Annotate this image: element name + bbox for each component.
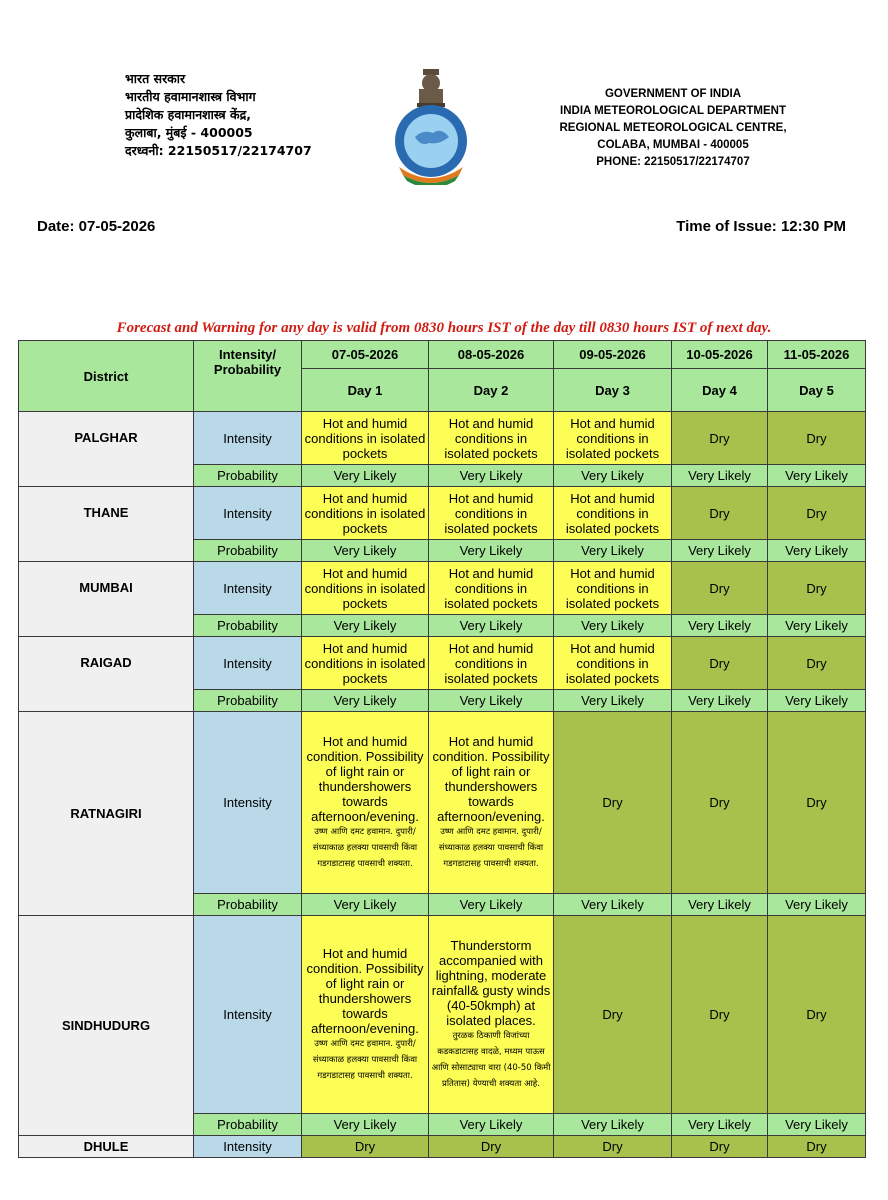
probability-label: Probability	[194, 465, 302, 487]
header-hindi-block	[125, 70, 365, 160]
district-name: DHULE	[19, 1136, 194, 1158]
forecast-cell	[302, 712, 429, 894]
probability-cell: Very Likely	[672, 894, 768, 916]
forecast-cell: Hot and humid conditions in isolated pockets	[429, 637, 554, 690]
forecast-cell: Dry	[302, 1136, 429, 1158]
probability-cell: Very Likely	[768, 540, 866, 562]
intensity-label: Intensity	[194, 1136, 302, 1158]
forecast-cell: Dry	[768, 487, 866, 540]
forecast-cell: Hot and humid conditions in isolated pockets	[302, 562, 429, 615]
table-row	[19, 712, 866, 894]
col-header-day: Day 2	[429, 369, 554, 412]
probability-cell: Very Likely	[554, 894, 672, 916]
probability-cell: Very Likely	[429, 540, 554, 562]
probability-cell: Very Likely	[554, 690, 672, 712]
probability-label: Probability	[194, 690, 302, 712]
intensity-label: Intensity	[194, 637, 302, 690]
forecast-cell: Dry	[429, 1136, 554, 1158]
probability-cell: Very Likely	[429, 465, 554, 487]
forecast-cell: Hot and humid conditions in isolated pockets	[554, 412, 672, 465]
table-row	[19, 1136, 866, 1158]
probability-cell: Very Likely	[672, 465, 768, 487]
header-english-block	[553, 86, 793, 171]
probability-cell: Very Likely	[768, 1114, 866, 1136]
probability-cell: Very Likely	[672, 690, 768, 712]
col-header-day: Day 5	[768, 369, 866, 412]
probability-label: Probability	[194, 894, 302, 916]
probability-label: Probability	[194, 540, 302, 562]
forecast-cell: Dry	[672, 1136, 768, 1158]
forecast-cell: Dry	[672, 487, 768, 540]
forecast-text-mr: उष्ण आणि दमट हवामान. दुपारी/संध्याकाळ हलक्या पावसाची किंवा गडगडाटासह पावसाची शक्यता.	[312, 1038, 418, 1081]
english-line: GOVERNMENT OF INDIA	[604, 88, 742, 100]
table-row	[19, 412, 866, 465]
forecast-cell: Hot and humid conditions in isolated pockets	[302, 637, 429, 690]
intensity-label: Intensity	[194, 412, 302, 465]
table-row	[19, 562, 866, 615]
intensity-label: Intensity	[194, 712, 302, 894]
forecast-cell: Dry	[768, 712, 866, 894]
time-of-issue: Time of Issue: 12:30 PM	[676, 218, 846, 235]
forecast-text-en: Hot and humid condition. Possibility of light rain or thundershowers towards afternoon/evening.	[432, 733, 550, 824]
probability-cell: Very Likely	[429, 894, 554, 916]
english-line: COLABA, MUMBAI - 400005	[597, 139, 749, 151]
forecast-cell: Hot and humid conditions in isolated pockets	[429, 487, 554, 540]
forecast-cell: Dry	[768, 637, 866, 690]
forecast-cell: Dry	[672, 637, 768, 690]
forecast-cell	[302, 916, 429, 1114]
forecast-text-en: Hot and humid condition. Possibility of light rain or thundershowers towards afternoon/evening.	[306, 733, 424, 824]
forecast-cell: Hot and humid conditions in isolated pockets	[429, 412, 554, 465]
forecast-cell: Dry	[672, 562, 768, 615]
forecast-cell: Dry	[554, 712, 672, 894]
table-row	[19, 637, 866, 690]
hindi-line: भारतीय हवामानशास्त्र विभाग	[125, 89, 256, 104]
col-header-day: Day 1	[302, 369, 429, 412]
table-row	[19, 916, 866, 1114]
forecast-cell: Hot and humid conditions in isolated pockets	[554, 637, 672, 690]
forecast-cell	[429, 712, 554, 894]
probability-cell: Very Likely	[302, 540, 429, 562]
forecast-cell: Dry	[554, 1136, 672, 1158]
district-name: PALGHAR	[19, 412, 194, 487]
forecast-cell: Hot and humid conditions in isolated pockets	[302, 487, 429, 540]
district-name: SINDHUDURG	[19, 916, 194, 1136]
probability-cell: Very Likely	[768, 465, 866, 487]
probability-cell: Very Likely	[429, 1114, 554, 1136]
intensity-label: Intensity	[194, 487, 302, 540]
probability-cell: Very Likely	[302, 615, 429, 637]
probability-cell: Very Likely	[672, 615, 768, 637]
intensity-label: Intensity	[194, 916, 302, 1114]
district-name: RATNAGIRI	[19, 712, 194, 916]
imd-emblem-icon	[389, 67, 473, 185]
probability-cell: Very Likely	[554, 615, 672, 637]
forecast-text-en: Thunderstorm accompanied with lightning, moderate rainfall& gusty winds (40-50kmph) at isolated places.	[431, 937, 551, 1028]
forecast-text-mr: तुरळक ठिकाणी विजांच्या कडकडाटासह वादळे, मध्यम पाऊस आणि सोसाट्याचा वारा (40-50 किमी प्रतितास) येण्याची शक्यता आहे.	[431, 1030, 551, 1089]
probability-cell: Very Likely	[554, 540, 672, 562]
hindi-line: कुलाबा, मुंबई - 400005	[125, 125, 253, 140]
table-row	[19, 487, 866, 540]
probability-cell: Very Likely	[554, 465, 672, 487]
validity-notice: Forecast and Warning for any day is valid from 0830 hours IST of the day till 0830 hours IST of next day.	[116, 320, 772, 336]
col-header-district: District	[19, 341, 194, 412]
english-line: PHONE: 22150517/22174707	[596, 156, 750, 168]
district-name: THANE	[19, 487, 194, 562]
probability-cell: Very Likely	[429, 615, 554, 637]
probability-cell: Very Likely	[554, 1114, 672, 1136]
forecast-cell: Hot and humid conditions in isolated pockets	[429, 562, 554, 615]
hindi-line: प्रादेशिक हवामानशास्त्र केंद्र,	[125, 107, 251, 122]
intensity-label: Intensity	[194, 562, 302, 615]
forecast-cell: Hot and humid conditions in isolated pockets	[302, 412, 429, 465]
probability-cell: Very Likely	[672, 1114, 768, 1136]
forecast-cell: Dry	[768, 916, 866, 1114]
probability-label: Probability	[194, 1114, 302, 1136]
forecast-text-en: Hot and humid condition. Possibility of light rain or thundershowers towards afternoon/evening.	[306, 945, 424, 1036]
forecast-cell: Dry	[672, 712, 768, 894]
district-name: MUMBAI	[19, 562, 194, 637]
probability-cell: Very Likely	[302, 465, 429, 487]
english-line: INDIA METEOROLOGICAL DEPARTMENT	[560, 105, 786, 117]
col-header-day: Day 3	[554, 369, 672, 412]
forecast-cell	[429, 916, 554, 1114]
probability-cell: Very Likely	[768, 690, 866, 712]
forecast-table	[18, 340, 866, 1158]
forecast-cell: Dry	[768, 412, 866, 465]
col-header-date: 08-05-2026	[429, 341, 554, 369]
probability-cell: Very Likely	[302, 690, 429, 712]
col-header-date: 11-05-2026	[768, 341, 866, 369]
forecast-cell: Dry	[554, 916, 672, 1114]
probability-label: Probability	[194, 615, 302, 637]
forecast-cell: Dry	[672, 412, 768, 465]
forecast-text-mr: उष्ण आणि दमट हवामान. दुपारी/संध्याकाळ हलक्या पावसाची किंवा गडगडाटासह पावसाची शक्यता.	[312, 826, 418, 869]
district-name: RAIGAD	[19, 637, 194, 712]
forecast-cell: Hot and humid conditions in isolated pockets	[554, 487, 672, 540]
col-header-intensity-probability: Intensity/ Probability	[194, 341, 302, 412]
hindi-line: दरध्वनी: 22150517/22174707	[125, 143, 312, 158]
forecast-cell: Dry	[768, 1136, 866, 1158]
forecast-cell: Dry	[672, 916, 768, 1114]
col-header-day: Day 4	[672, 369, 768, 412]
probability-cell: Very Likely	[429, 690, 554, 712]
probability-cell: Very Likely	[672, 540, 768, 562]
col-header-date: 10-05-2026	[672, 341, 768, 369]
forecast-cell: Dry	[768, 562, 866, 615]
probability-cell: Very Likely	[302, 894, 429, 916]
forecast-text-mr: उष्ण आणि दमट हवामान. दुपारी/संध्याकाळ हलक्या पावसाची किंवा गडगडाटासह पावसाची शक्यता.	[438, 826, 544, 869]
forecast-cell: Hot and humid conditions in isolated pockets	[554, 562, 672, 615]
col-header-date: 07-05-2026	[302, 341, 429, 369]
probability-cell: Very Likely	[768, 615, 866, 637]
col-header-date: 09-05-2026	[554, 341, 672, 369]
probability-cell: Very Likely	[768, 894, 866, 916]
probability-cell: Very Likely	[302, 1114, 429, 1136]
english-line: REGIONAL METEOROLOGICAL CENTRE,	[559, 122, 787, 134]
issue-date: Date: 07-05-2026	[37, 218, 156, 235]
hindi-line: भारत सरकार	[125, 71, 186, 86]
